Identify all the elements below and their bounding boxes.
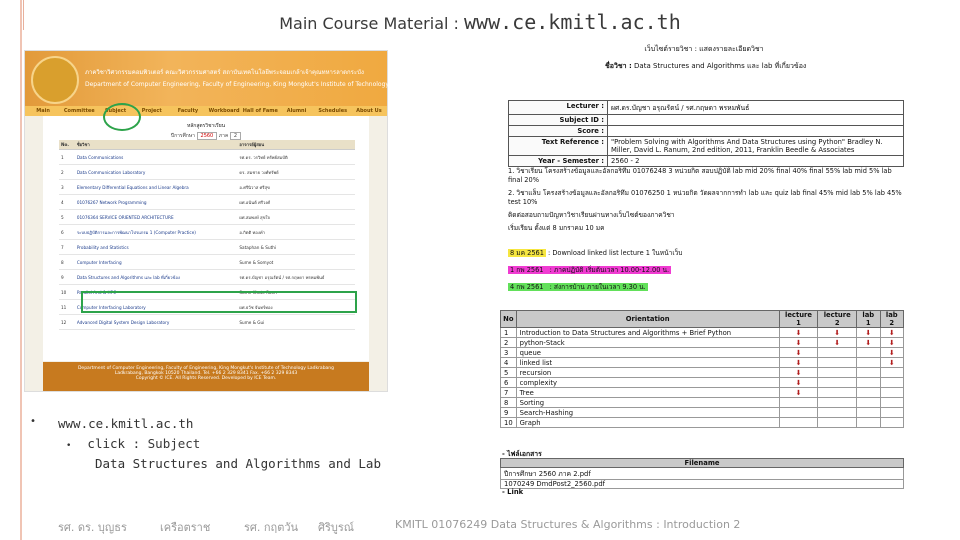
orientation-no: 9 — [501, 408, 517, 418]
orientation-row — [501, 348, 904, 358]
subject-list-heading: หลักสูตรวิชาเรียน — [186, 123, 226, 129]
subject-cell-teacher: อ.ศรีนิวาส ศรีสุข — [237, 180, 355, 195]
date-row — [508, 248, 682, 259]
site-footer — [43, 362, 369, 391]
bullet-click-label: click : — [87, 436, 148, 451]
subject-cell-name[interactable]: 01076364 SERVICE ORIENTED ARCHITECTURE — [75, 210, 238, 225]
orientation-table — [500, 310, 904, 428]
filter-year-select[interactable]: 2560 — [197, 132, 218, 140]
banner-thai-text: ภาควิชาวิศวกรรมคอมพิวเตอร์ คณะวิศวกรรมศาสตร์ สถาบันเทคโนโลยีพระจอมเกล้าเจ้าคุณทหารลาดกระบัง — [85, 69, 364, 76]
subject-cell-teacher: อ.กิตติ ทองคำ — [237, 225, 355, 240]
orient-col-lab2: lab 2 — [880, 311, 903, 328]
download-arrow-icon[interactable]: ⬇ — [818, 338, 857, 348]
info-key: Year - Semester : — [509, 156, 608, 167]
orientation-no: 3 — [501, 348, 517, 358]
bullet-site-url[interactable]: www.ce.kmitl.ac.th — [58, 416, 194, 431]
empty-cell — [880, 378, 903, 388]
subject-cell-no: 9 — [59, 270, 75, 285]
orientation-row — [501, 388, 904, 398]
subject-cell-name[interactable]: Parallel And & HPC — [75, 285, 238, 300]
orientation-topic: recursion — [516, 368, 779, 378]
course-page-screenshot — [500, 42, 908, 496]
info-key: Lecturer : — [509, 101, 608, 115]
subject-row[interactable] — [59, 240, 355, 255]
course-description — [508, 167, 904, 233]
course-dates — [508, 248, 682, 293]
empty-cell — [818, 418, 857, 428]
orientation-row — [501, 338, 904, 348]
footer-line-3: Copyright © ICE. All Rights Reserved. Developed by ICE Team. — [135, 376, 277, 381]
orient-col-lecture1: lecture 1 — [779, 311, 818, 328]
nav-schedules[interactable]: Schedules — [318, 108, 348, 114]
orientation-topic: complexity — [516, 378, 779, 388]
subject-cell-no: 4 — [59, 195, 75, 210]
empty-cell — [818, 408, 857, 418]
subject-row[interactable] — [59, 195, 355, 210]
info-value: "Problem Solving with Algorithms And Data Structures using Python" Bradley N. Miller, David L. Ranum, 2nd edition, 2011, Franklin Beedle & Associates — [608, 137, 904, 156]
empty-cell — [880, 388, 903, 398]
title-url[interactable]: www.ce.kmitl.ac.th — [464, 10, 681, 34]
subject-cell-teacher: ดร. สมชาย วงศ์ทรัพย์ — [237, 165, 355, 180]
nav-hall-of-fame[interactable]: Hall of Fame — [242, 108, 278, 114]
subject-row[interactable] — [59, 315, 355, 330]
subject-cell-no: 7 — [59, 240, 75, 255]
date-2-label: 1 กพ 2561 — [510, 266, 544, 274]
info-key: Subject ID : — [509, 115, 608, 126]
nav-workboard[interactable]: Workboard — [208, 108, 240, 114]
nav-about-us[interactable]: About Us — [356, 108, 382, 114]
subject-cell-teacher: รศ.ดร.บัญชา อรุณรัตน์ / รศ.กฤษดา พรหมพันธ์ — [237, 270, 355, 285]
filter-year-label: ปีการศึกษา — [170, 133, 195, 139]
orient-col-lecture2: lecture 2 — [818, 311, 857, 328]
subject-cell-teacher: Sume & Gui — [237, 315, 355, 330]
orientation-row — [501, 368, 904, 378]
info-row — [509, 156, 904, 167]
empty-cell — [818, 388, 857, 398]
files-heading: - ไฟล์เอกสาร — [502, 450, 542, 458]
subject-row[interactable] — [59, 180, 355, 195]
orientation-row — [501, 328, 904, 338]
course-subject-label: ชื่อวิชา : — [605, 62, 632, 70]
files-table — [500, 458, 904, 489]
subject-cell-teacher: ผศ.ธวัช จันทร์ทอง — [237, 300, 355, 315]
subject-cell-no: 8 — [59, 255, 75, 270]
date-1-label: 8 มค 2561 — [510, 249, 544, 257]
empty-cell — [857, 418, 880, 428]
file-link[interactable]: ปีการศึกษา 2560 ภาค 2.pdf — [501, 468, 904, 480]
subject-cell-teacher: ผศ.อนันต์ ศรีวงศ์ — [237, 195, 355, 210]
orientation-no: 7 — [501, 388, 517, 398]
subject-cell-no: 10 — [59, 285, 75, 300]
subject-cell-teacher: รศ.ดร. วรวิทย์ ทรัพย์สมบัติ — [237, 150, 355, 165]
orientation-topic: python-Stack — [516, 338, 779, 348]
subject-cell-teacher: ผศ.สมพงษ์ สุขใจ — [237, 210, 355, 225]
download-arrow-icon[interactable]: ⬇ — [857, 338, 880, 348]
download-arrow-icon[interactable]: ⬇ — [779, 348, 818, 358]
info-key: Score : — [509, 126, 608, 137]
date-1-text: : Download linked list lecture 1 ในหน้าเว็บ — [545, 249, 683, 257]
download-arrow-icon[interactable]: ⬇ — [818, 328, 857, 338]
subject-cell-no: 2 — [59, 165, 75, 180]
orientation-topic: Graph — [516, 418, 779, 428]
subject-row[interactable] — [59, 255, 355, 270]
course-subject-line — [605, 61, 908, 72]
banner-english-text: Department of Computer Engineering, Faculty of Engineering, King Mongkut's Institute of Technology Ladkrabang — [85, 81, 427, 88]
subject-row[interactable] — [59, 165, 355, 180]
col-no: No. — [59, 140, 75, 150]
course-desc-2: 2. วิชาแล็บ โครงสร้างข้อมูลและอัลกอริทึม 01076250 1 หน่วยกิต วัดผลจากการทำ lab และ quiz lab final 45% mid lab 5% lab 45% test 10% — [508, 189, 902, 206]
empty-cell — [818, 348, 857, 358]
file-link[interactable]: 1070249 DmdPost2_2560.pdf — [501, 480, 904, 489]
download-arrow-icon[interactable]: ⬇ — [779, 328, 818, 338]
orientation-no: 6 — [501, 378, 517, 388]
orientation-no: 2 — [501, 338, 517, 348]
info-value: ผศ.ดร.บัญชา อรุณรัตน์ / รศ.กฤษดา พรหมพันธ์ — [608, 101, 904, 115]
info-value — [608, 115, 904, 126]
date-row — [508, 265, 682, 276]
slide-accent-line — [20, 0, 22, 540]
subject-cell-name[interactable]: Data Structures and Algorithms และ lab ที่เกี่ยวข้อง — [75, 270, 238, 285]
subject-nav-highlight — [103, 103, 141, 131]
empty-cell — [818, 358, 857, 368]
subject-cell-no: 1 — [59, 150, 75, 165]
download-arrow-icon[interactable]: ⬇ — [779, 378, 818, 388]
data-structures-row-highlight — [81, 291, 357, 313]
subject-cell-name[interactable]: 01076267 Network Programming — [75, 195, 238, 210]
files-col-filename: Filename — [501, 459, 904, 468]
download-arrow-icon[interactable]: ⬇ — [880, 328, 903, 338]
orientation-no: 1 — [501, 328, 517, 338]
nav-project[interactable]: Project — [141, 108, 162, 114]
subject-row[interactable] — [59, 270, 355, 285]
course-desc-4: เริ่มเรียน ตั้งแต่ 8 มกราคม 10 มค — [508, 224, 605, 232]
nav-alumni[interactable]: Alumni — [286, 108, 307, 114]
subject-cell-name[interactable]: Data Communication Laboratory — [75, 165, 238, 180]
subject-cell-name[interactable]: Data Communications — [75, 150, 238, 165]
orientation-row — [501, 378, 904, 388]
info-value: 2560 - 2 — [608, 156, 904, 167]
orient-col-no: No — [501, 311, 517, 328]
empty-cell — [880, 408, 903, 418]
info-row — [509, 137, 904, 156]
orientation-no: 10 — [501, 418, 517, 428]
course-info-table — [508, 100, 904, 167]
empty-cell — [857, 408, 880, 418]
nav-main[interactable]: Main — [36, 108, 50, 114]
download-arrow-icon[interactable]: ⬇ — [779, 368, 818, 378]
date-row — [508, 282, 682, 293]
bullet-level-3: Data Structures and Algorithms and Lab — [95, 456, 381, 471]
empty-cell — [857, 358, 880, 368]
orient-col-topic: Orientation — [516, 311, 779, 328]
bullet-dot-icon: • — [66, 441, 72, 451]
empty-cell — [857, 378, 880, 388]
filter-semester-select[interactable]: 2 — [230, 132, 241, 140]
course-subject-value: Data Structures and Algorithms และ lab ที่เกี่ยวข้อง — [634, 62, 807, 70]
empty-cell — [880, 418, 903, 428]
department-site-screenshot — [24, 50, 427, 392]
empty-cell — [818, 368, 857, 378]
subject-row[interactable] — [59, 225, 355, 240]
empty-cell — [857, 348, 880, 358]
download-arrow-icon[interactable]: ⬇ — [880, 358, 903, 368]
subject-cell-name[interactable]: Elementary Differential Equations and Linear Algebra — [75, 180, 238, 195]
subject-cell-name[interactable]: Probability and Statistics — [75, 240, 238, 255]
orientation-row — [501, 398, 904, 408]
empty-cell — [818, 398, 857, 408]
filter-semester-label: ภาค — [218, 133, 229, 139]
col-teacher: อาจารย์ผู้สอน — [237, 140, 355, 150]
orientation-topic: Tree — [516, 388, 779, 398]
orientation-no: 5 — [501, 368, 517, 378]
course-desc-3: ติดต่อสอบถามปัญหาวิชาเรียนผ่านทางเว็บไซต์ของภาควิชา — [508, 211, 675, 219]
orientation-row — [501, 358, 904, 368]
info-key: Text Reference : — [509, 137, 608, 156]
download-arrow-icon[interactable]: ⬇ — [857, 328, 880, 338]
orientation-row — [501, 418, 904, 428]
empty-cell — [857, 388, 880, 398]
site-banner — [25, 51, 427, 106]
date-3-text: : ส่งการบ้าน ภายในเวลา 9.30 น. — [547, 283, 646, 291]
empty-cell — [779, 398, 818, 408]
subject-cell-teacher: Sume & Somyot — [237, 255, 355, 270]
orientation-topic: queue — [516, 348, 779, 358]
site-content — [43, 116, 369, 361]
col-subject: ชื่อวิชา — [75, 140, 238, 150]
empty-cell — [880, 398, 903, 408]
subject-cell-teacher: Sume Khate Ruen — [237, 285, 355, 300]
university-seal-icon — [31, 56, 79, 104]
orientation-topic: Sorting — [516, 398, 779, 408]
download-arrow-icon[interactable]: ⬇ — [779, 388, 818, 398]
bullet-subject-link[interactable]: Subject — [147, 436, 201, 451]
subject-cell-teacher: Sataphan & Suthi — [237, 240, 355, 255]
title-prefix: Main Course Material : — [279, 14, 465, 33]
link-heading: - Link — [502, 488, 524, 496]
nav-subject[interactable]: Subject — [104, 108, 127, 114]
bullet-level-2 — [66, 436, 200, 451]
footer-author-1-surname: เครือตราช — [160, 521, 211, 534]
orientation-no: 4 — [501, 358, 517, 368]
info-row — [509, 115, 904, 126]
subject-cell-no: 12 — [59, 315, 75, 330]
orientation-row — [501, 408, 904, 418]
info-row — [509, 101, 904, 115]
date-3-label: 4 กพ 2561 — [510, 283, 544, 291]
subject-cell-no: 3 — [59, 180, 75, 195]
download-arrow-icon[interactable]: ⬇ — [779, 338, 818, 348]
empty-cell — [857, 368, 880, 378]
subject-cell-no: 6 — [59, 225, 75, 240]
subject-row[interactable] — [59, 150, 355, 165]
subject-cell-name[interactable]: Advanced Digital System Design Laboratory — [75, 315, 238, 330]
subject-cell-name[interactable]: ระบบปฏิบัติการและการพัฒนาโปรแกรม 1 (Computer Practice) — [75, 225, 238, 240]
slide-title — [0, 10, 960, 34]
empty-cell — [857, 398, 880, 408]
download-arrow-icon[interactable]: ⬇ — [880, 348, 903, 358]
download-arrow-icon[interactable]: ⬇ — [880, 338, 903, 348]
nav-committee[interactable]: Committee — [63, 108, 95, 114]
orientation-topic: Search-Hashing — [516, 408, 779, 418]
footer-author-2-surname: ศิริบูรณ์ — [318, 521, 354, 534]
empty-cell — [779, 418, 818, 428]
subject-cell-name[interactable]: Computer Interfacing — [75, 255, 238, 270]
empty-cell — [880, 368, 903, 378]
nav-faculty[interactable]: Faculty — [177, 108, 199, 114]
subject-row[interactable] — [59, 210, 355, 225]
empty-cell — [779, 408, 818, 418]
footer-line-1: Department of Computer Engineering, Faculty of Engineering, King Mongkut's Institute of Technology Ladkrabang — [77, 366, 335, 371]
orientation-no: 8 — [501, 398, 517, 408]
footer-course: KMITL 01076249 Data Structures & Algorithms : Introduction 2 — [395, 518, 741, 531]
subject-cell-no: 5 — [59, 210, 75, 225]
download-arrow-icon[interactable]: ⬇ — [779, 358, 818, 368]
footer-line-2: Ladkrabang, Bangkok 10520 Thailand. Tel. +66 2 329 8341 Fax. +66 2 329 8343 — [114, 371, 298, 376]
course-desc-1: 1. วิชาเรียน โครงสร้างข้อมูลและอัลกอริทึม 01076248 3 หน่วยกิต สอบปฏิบัติ lab mid 20% final 40% final 55% lab mid 5% lab final 20% — [508, 167, 892, 184]
info-value — [608, 126, 904, 137]
subject-cell-no: 11 — [59, 300, 75, 315]
footer-author-2: รศ. กฤตวัน — [244, 521, 299, 534]
date-2-text: : ภาคปฏิบัติ เริ่มต้นเวลา 10.00-12.00 น. — [547, 266, 670, 274]
empty-cell — [818, 378, 857, 388]
orientation-topic: Introduction to Data Structures and Algorithms + Brief Python — [516, 328, 779, 338]
bullet-dot-icon: • — [30, 416, 37, 427]
info-row — [509, 126, 904, 137]
orient-col-lab1: lab 1 — [857, 311, 880, 328]
orientation-topic: linked list — [516, 358, 779, 368]
footer-author-1: รศ. ดร. บุญธร — [58, 521, 127, 534]
site-nav — [25, 106, 387, 116]
course-page-heading: เว็บไซต์รายวิชา : แสดงรายละเอียดวิชา — [644, 45, 764, 53]
subject-cell-name[interactable]: Computer Interfacing Laboratory — [75, 300, 238, 315]
subject-filter — [43, 132, 369, 140]
